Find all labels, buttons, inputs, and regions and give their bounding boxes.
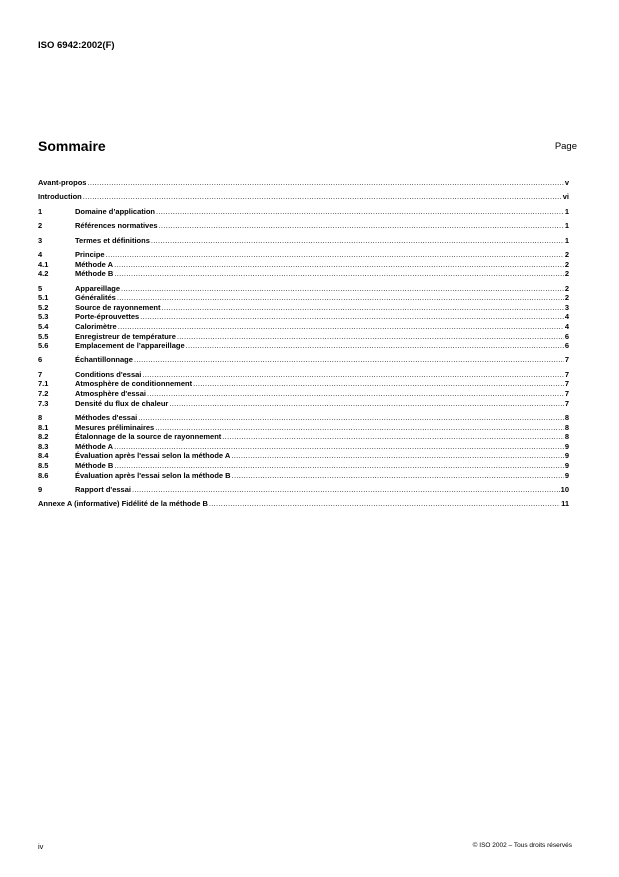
toc-dot-leader bbox=[106, 250, 564, 260]
toc-dot-leader bbox=[159, 221, 564, 231]
toc-entry-number: 5 bbox=[38, 283, 43, 293]
toc-entry[interactable] bbox=[38, 250, 569, 260]
toc-entry[interactable] bbox=[38, 485, 569, 495]
toc-entry-title: Évaluation après l'essai selon la méthode B bbox=[75, 470, 231, 480]
toc-dot-leader bbox=[156, 207, 564, 217]
toc-entry-number: 8.3 bbox=[38, 441, 49, 451]
toc-entry-page: 2 bbox=[564, 259, 569, 269]
table-of-contents bbox=[38, 178, 569, 509]
toc-entry[interactable] bbox=[38, 389, 569, 399]
toc-dot-leader bbox=[132, 485, 560, 495]
toc-entry-title: Avant-propos bbox=[38, 178, 87, 187]
toc-dot-leader bbox=[186, 341, 564, 351]
toc-entry[interactable] bbox=[38, 379, 569, 389]
toc-dot-leader bbox=[231, 451, 564, 461]
toc-dot-leader bbox=[134, 355, 564, 365]
toc-entry-number: 8 bbox=[38, 413, 43, 423]
toc-entry-title: Mesures préliminaires bbox=[75, 422, 155, 432]
toc-entry-page: v bbox=[564, 178, 569, 187]
toc-entry-number: 3 bbox=[38, 235, 43, 245]
toc-entry-title: Atmosphère d'essai bbox=[75, 389, 146, 399]
toc-entry-page: 9 bbox=[564, 461, 569, 471]
footer-copyright: © ISO 2002 – Tous droits réservés bbox=[472, 842, 572, 849]
toc-entry-number: 5.6 bbox=[38, 341, 49, 351]
toc-entry-title: Généralités bbox=[75, 293, 116, 303]
toc-dot-leader bbox=[177, 332, 564, 342]
toc-entry-number: 5.2 bbox=[38, 302, 49, 312]
toc-dot-leader bbox=[209, 499, 560, 509]
toc-entry-page: 6 bbox=[564, 341, 569, 351]
toc-entry[interactable] bbox=[38, 221, 569, 231]
toc-entry-title: Méthode A bbox=[75, 441, 114, 451]
toc-entry-title: Emplacement de l’appareillage bbox=[75, 341, 185, 351]
toc-dot-leader bbox=[114, 269, 563, 279]
toc-dot-leader bbox=[114, 260, 564, 270]
toc-dot-leader bbox=[232, 471, 564, 481]
toc-entry-number: 5.1 bbox=[38, 293, 49, 303]
toc-entry-page: 8 bbox=[564, 432, 569, 442]
toc-entry-number: 8.1 bbox=[38, 422, 49, 432]
toc-entry-title: Références normatives bbox=[75, 221, 158, 231]
toc-dot-leader bbox=[151, 236, 564, 246]
toc-entry-title: Méthodes d'essai bbox=[75, 413, 138, 423]
toc-entry[interactable] bbox=[38, 451, 569, 461]
toc-entry-page: 2 bbox=[564, 269, 569, 279]
toc-entry[interactable] bbox=[38, 370, 569, 380]
toc-heading: Sommaire bbox=[38, 138, 106, 154]
toc-dot-leader bbox=[155, 423, 564, 433]
toc-entry[interactable] bbox=[38, 260, 569, 270]
toc-entry-page: 9 bbox=[564, 451, 569, 461]
toc-entry[interactable] bbox=[38, 413, 569, 423]
toc-entry[interactable] bbox=[38, 207, 569, 217]
toc-entry[interactable] bbox=[38, 442, 569, 452]
toc-entry-number: 7.3 bbox=[38, 398, 49, 408]
toc-entry-page: 11 bbox=[561, 499, 569, 509]
toc-entry[interactable] bbox=[38, 355, 569, 365]
footer-page-number: iv bbox=[38, 842, 44, 851]
toc-dot-leader bbox=[117, 293, 564, 303]
toc-dot-leader bbox=[114, 461, 563, 471]
document-id: ISO 6942:2002(F) bbox=[38, 40, 115, 51]
toc-entry-page: 10 bbox=[560, 485, 569, 494]
toc-entry-title: Évaluation après l'essai selon la méthode A bbox=[75, 451, 231, 461]
toc-entry[interactable] bbox=[38, 471, 569, 481]
toc-entry-page: 4 bbox=[564, 312, 569, 322]
toc-entry-page: 9 bbox=[564, 441, 569, 451]
toc-entry-title: Rapport d'essai bbox=[75, 485, 131, 494]
toc-entry[interactable] bbox=[38, 269, 569, 279]
toc-entry-page: 1 bbox=[564, 206, 569, 216]
toc-entry[interactable] bbox=[38, 312, 569, 322]
toc-dot-leader bbox=[147, 389, 564, 399]
toc-entry-number: 1 bbox=[38, 206, 43, 216]
toc-entry-page: 8 bbox=[564, 422, 569, 432]
toc-entry-page: 1 bbox=[564, 235, 569, 245]
toc-entry-number: 7.1 bbox=[38, 379, 49, 389]
toc-dot-leader bbox=[138, 413, 564, 423]
toc-entry-title: Étalonnage de la source de rayonnement bbox=[75, 432, 222, 442]
toc-entry-number: 5.4 bbox=[38, 321, 49, 331]
toc-entry-number: 8.5 bbox=[38, 461, 49, 471]
toc-entry-title: Introduction bbox=[38, 192, 82, 202]
toc-entry-number: 5.5 bbox=[38, 331, 49, 341]
toc-entry-title: Porte-éprouvettes bbox=[75, 312, 140, 322]
toc-entry-title: Conditions d'essai bbox=[75, 369, 142, 379]
toc-entry-number: 7.2 bbox=[38, 389, 49, 399]
toc-entry[interactable] bbox=[38, 192, 569, 202]
toc-entry-number: 6 bbox=[38, 355, 43, 365]
toc-dot-leader bbox=[222, 432, 564, 442]
toc-entry[interactable] bbox=[38, 399, 569, 409]
toc-dot-leader bbox=[83, 192, 562, 202]
toc-entry-number: 7 bbox=[38, 369, 43, 379]
toc-entry-page: 1 bbox=[564, 221, 569, 231]
toc-entry[interactable] bbox=[38, 432, 569, 442]
toc-entry-page: 4 bbox=[564, 321, 569, 331]
toc-entry-number: 2 bbox=[38, 221, 43, 231]
toc-dot-leader bbox=[140, 312, 564, 322]
toc-entry-page: 2 bbox=[564, 293, 569, 303]
toc-dot-leader bbox=[121, 284, 564, 294]
toc-entry-page: 7 bbox=[564, 369, 569, 379]
toc-dot-leader bbox=[193, 379, 564, 389]
toc-entry[interactable] bbox=[38, 293, 569, 303]
toc-entry-page: vi bbox=[562, 192, 569, 202]
toc-entry-number: 9 bbox=[38, 485, 43, 494]
toc-entry-number: 4.1 bbox=[38, 259, 49, 269]
toc-entry[interactable] bbox=[38, 499, 569, 509]
toc-dot-leader bbox=[142, 370, 563, 380]
toc-entry-title: Annexe A (informative) Fidélité de la méthode B bbox=[38, 499, 208, 509]
toc-entry-page: 8 bbox=[564, 413, 569, 423]
toc-dot-leader bbox=[161, 303, 563, 313]
toc-page-column-heading: Page bbox=[554, 141, 577, 152]
toc-entry[interactable] bbox=[38, 303, 569, 313]
toc-entry-title: Appareillage bbox=[75, 283, 121, 293]
toc-entry[interactable] bbox=[38, 423, 569, 433]
toc-entry-number: 4 bbox=[38, 249, 43, 259]
toc-entry[interactable] bbox=[38, 178, 569, 188]
toc-dot-leader bbox=[169, 399, 563, 409]
toc-entry-number: 8.4 bbox=[38, 451, 49, 461]
toc-entry-title: Termes et définitions bbox=[75, 235, 150, 245]
toc-entry-title: Méthode B bbox=[75, 269, 114, 279]
toc-entry-number: 8.2 bbox=[38, 432, 49, 442]
toc-entry[interactable] bbox=[38, 322, 569, 332]
toc-entry-page: 7 bbox=[564, 379, 569, 389]
toc-entry-page: 2 bbox=[564, 249, 569, 259]
toc-entry[interactable] bbox=[38, 236, 569, 246]
toc-entry-title: Méthode A bbox=[75, 259, 114, 269]
toc-dot-leader bbox=[118, 322, 564, 332]
toc-entry-number: 8.6 bbox=[38, 470, 49, 480]
toc-dot-leader bbox=[114, 442, 564, 452]
toc-entry-page: 6 bbox=[564, 331, 569, 341]
toc-entry-page: 7 bbox=[564, 355, 569, 365]
toc-entry-title: Enregistreur de température bbox=[75, 331, 176, 341]
toc-entry-title: Méthode B bbox=[75, 461, 114, 471]
toc-entry-number: 5.3 bbox=[38, 312, 49, 322]
toc-entry-title: Échantillonnage bbox=[75, 355, 133, 365]
toc-entry-title: Atmosphère de conditionnement bbox=[75, 379, 193, 389]
toc-entry[interactable] bbox=[38, 461, 569, 471]
toc-entry[interactable] bbox=[38, 332, 569, 342]
toc-entry-title: Calorimètre bbox=[75, 321, 117, 331]
toc-dot-leader bbox=[87, 178, 563, 188]
toc-entry-page: 7 bbox=[564, 398, 569, 408]
toc-entry-page: 9 bbox=[564, 470, 569, 480]
toc-entry-title: Densité du flux de chaleur bbox=[75, 398, 169, 408]
toc-entry[interactable] bbox=[38, 284, 569, 294]
toc-entry-title: Source de rayonnement bbox=[75, 302, 161, 312]
toc-entry-title: Principe bbox=[75, 249, 105, 259]
toc-entry-page: 2 bbox=[564, 283, 569, 293]
toc-entry-number: 4.2 bbox=[38, 269, 49, 279]
toc-entry-page: 3 bbox=[564, 302, 569, 312]
toc-entry-page: 7 bbox=[564, 389, 569, 399]
toc-entry[interactable] bbox=[38, 341, 569, 351]
toc-entry-title: Domaine d’application bbox=[75, 206, 156, 216]
